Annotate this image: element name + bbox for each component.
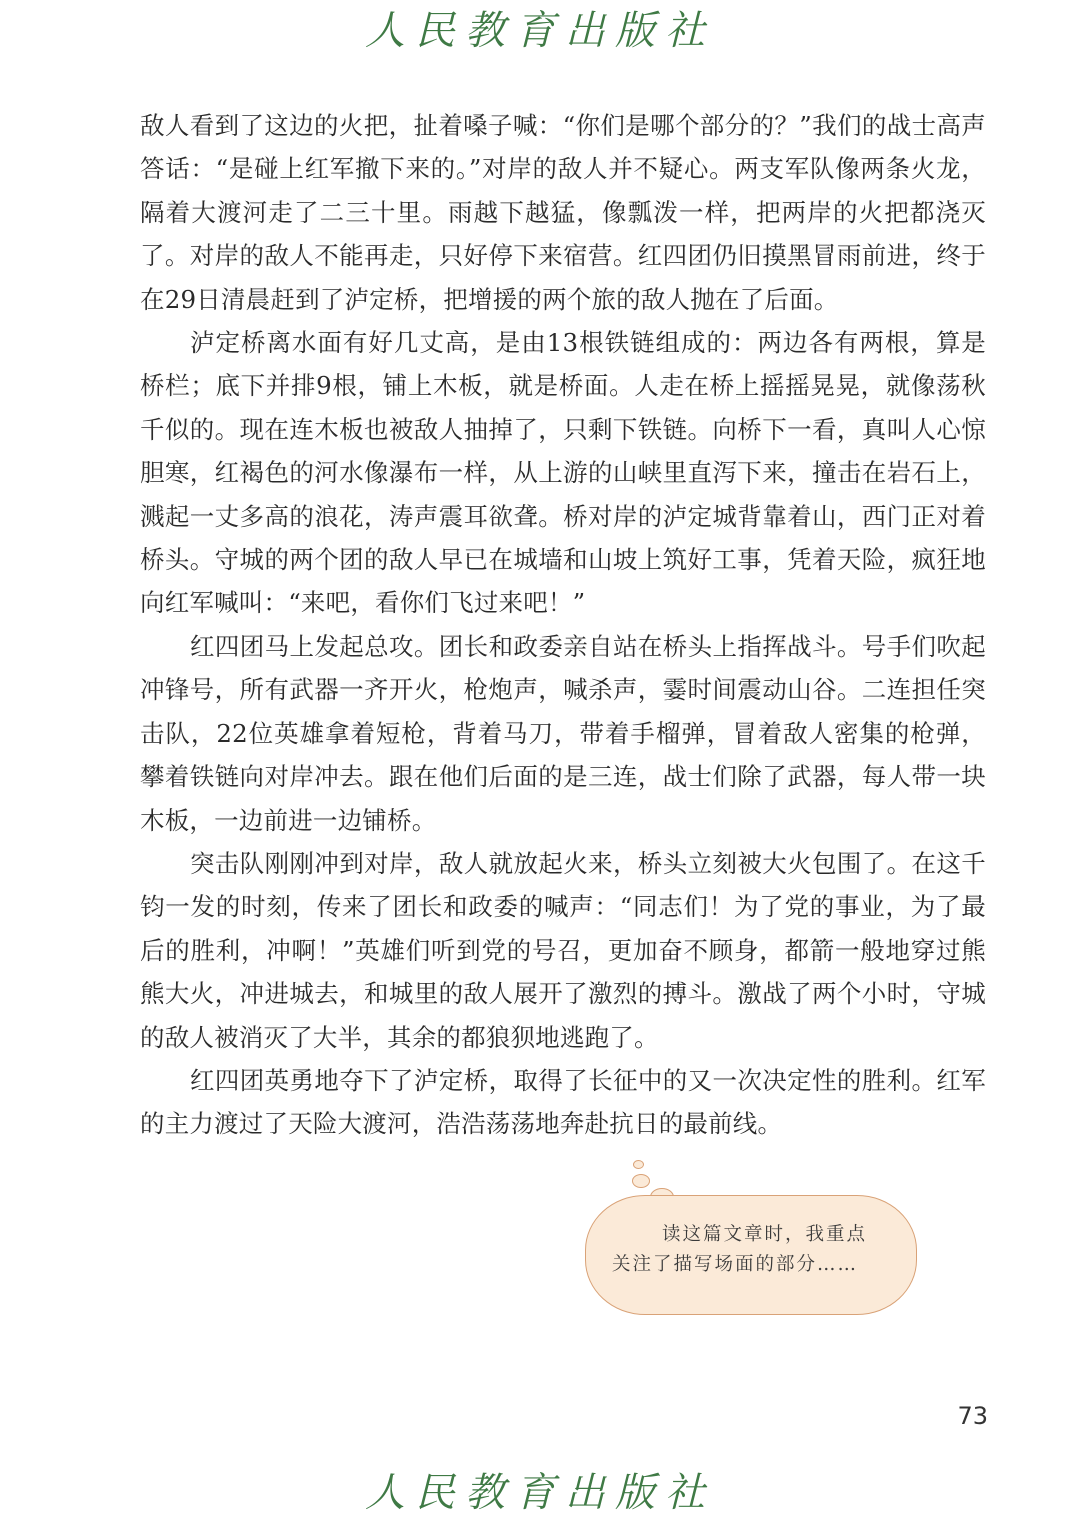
thought-bubble-dot-medium (632, 1174, 650, 1188)
thought-bubble-line-2: 关注了描写场面的部分…… (612, 1254, 859, 1275)
thought-bubble-line-1: 读这篇文章时，我重点 (662, 1224, 868, 1245)
paragraph-5: 红四团英勇地夺下了泸定桥，取得了长征中的又一次决定性的胜利。红军的主力渡过了天险大渡河，浩浩荡荡地奔赴抗日的最前线。 (140, 1065, 986, 1139)
paragraph-4: 突击队刚刚冲到对岸，敌人就放起火来，桥头立刻被大火包围了。在这千钧一发的时刻，传来了团长和政委的喊声：“同志们！为了党的事业，为了最后的胜利，冲啊！”英雄们听到党的号召，更加奋不顾身，都箭一般地穿过熊熊大火，冲进城去，和城里的敌人展开了激烈的搏斗。激战了两个小时，守城的敌人被消灭了大半，其余的都狼狈地逃跑了。 (140, 848, 986, 1052)
paragraph-1: 敌人看到了这边的火把，扯着嗓子喊：“你们是哪个部分的？”我们的战士高声答话：“是碰上红军撤下来的。”对岸的敌人并不疑心。两支军队像两条火龙，隔着大渡河走了二三十里。雨越下越猛，像瓢泼一样，把两岸的火把都浇灭了。对岸的敌人不能再走，只好停下来宿营。红四团仍旧摸黑冒雨前进，终于在29日清晨赶到了泸定桥，把增援的两个旅的敌人抛在了后面。 (140, 111, 986, 314)
publisher-watermark-bottom: 人民教育出版社 (365, 1470, 715, 1516)
paragraph-2: 泸定桥离水面有好几丈高，是由13根铁链组成的：两边各有两根，算是桥栏；底下并排9根，铺上木板，就是桥面。人走在桥上摇摇晃晃，就像荡秋千似的。现在连木板也被敌人抽掉了，只剩下铁链。向桥下一看，真叫人心惊胆寒，红褐色的河水像瀑布一样，从上游的山峡里直泻下来，撞击在岩石上，溅起一丈多高的浪花，涛声震耳欲聋。桥对岸的泸定城背靠着山，西门正对着桥头。守城的两个团的敌人早已在城墙和山坡上筑好工事，凭着天险，疯狂地向红军喊叫：“来吧，看你们飞过来吧！” (140, 328, 986, 618)
publisher-watermark-top: 人民教育出版社 (365, 8, 715, 54)
thought-bubble-text (612, 1220, 892, 1280)
paragraph-3: 红四团马上发起总攻。团长和政委亲自站在桥头上指挥战斗。号手们吹起冲锋号，所有武器一齐开火，枪炮声，喊杀声，霎时间震动山谷。二连担任突击队，22位英雄拿着短枪，背着马刀，带着手榴弹，冒着敌人密集的枪弹，攀着铁链向对岸冲去。跟在他们后面的是三连，战士们除了武器，每人带一块木板，一边前进一边铺桥。 (140, 631, 986, 835)
thought-bubble-dot-small (633, 1160, 644, 1169)
page-number: 73 (957, 1402, 988, 1430)
article-body (140, 104, 986, 1146)
